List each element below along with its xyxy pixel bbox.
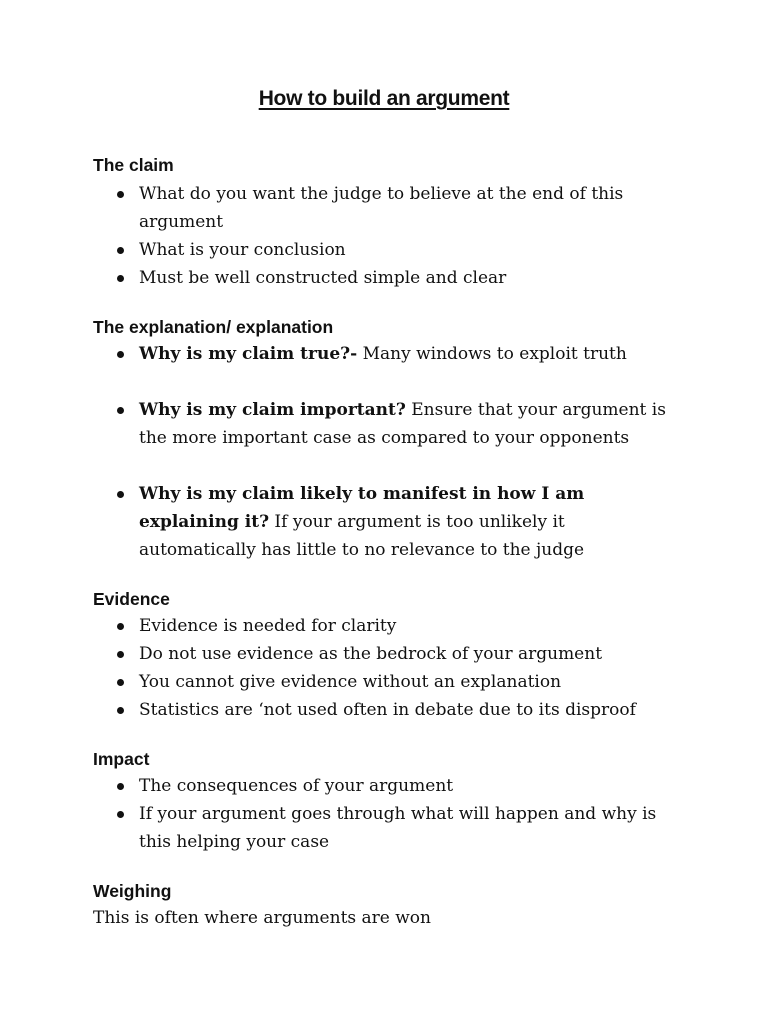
weighing-text: This is often where arguments are won xyxy=(93,908,431,928)
bullet-icon xyxy=(117,191,124,198)
list-item: Why is my claim important? Ensure that your argument is the more important case as compared to your opponents xyxy=(93,396,673,452)
bullet-icon xyxy=(117,275,124,282)
bullet-icon xyxy=(117,623,124,630)
bullet-icon xyxy=(117,247,124,254)
list-item: Why is my claim true?- Many windows to exploit truth xyxy=(93,340,673,368)
list-item: Evidence is needed for clarity xyxy=(93,612,673,640)
explanation-list xyxy=(93,340,673,564)
impact-list xyxy=(93,772,673,856)
bullet-icon xyxy=(117,679,124,686)
bullet-icon xyxy=(117,351,124,358)
list-item: Why is my claim likely to manifest in how I am explaining it? If your argument is too unlikely it automatically has little to no relevance to the judge xyxy=(93,480,673,564)
section-heading-impact: Impact xyxy=(93,749,150,769)
bullet-icon xyxy=(117,707,124,714)
list-item: Must be well constructed simple and clear xyxy=(93,264,673,292)
section-heading-evidence: Evidence xyxy=(93,589,170,609)
section-heading-weighing: Weighing xyxy=(93,881,172,901)
page-title: How to build an argument xyxy=(258,87,510,110)
bullet-icon xyxy=(117,407,124,414)
list-item: What is your conclusion xyxy=(93,236,673,264)
list-item: What do you want the judge to believe at the end of this argument xyxy=(93,180,673,236)
claim-list xyxy=(93,180,673,292)
list-item: Do not use evidence as the bedrock of your argument xyxy=(93,640,673,668)
evidence-list xyxy=(93,612,673,724)
list-item: If your argument goes through what will happen and why is this helping your case xyxy=(93,800,673,856)
list-item: You cannot give evidence without an explanation xyxy=(93,668,673,696)
list-item: The consequences of your argument xyxy=(93,772,673,800)
bullet-icon xyxy=(117,491,124,498)
section-heading-claim: The claim xyxy=(93,155,174,175)
bullet-icon xyxy=(117,811,124,818)
bullet-icon xyxy=(117,651,124,658)
bullet-icon xyxy=(117,783,124,790)
section-heading-explanation: The explanation/ explanation xyxy=(93,317,334,337)
list-item: Statistics are ‘not used often in debate due to its disproof xyxy=(93,696,673,724)
